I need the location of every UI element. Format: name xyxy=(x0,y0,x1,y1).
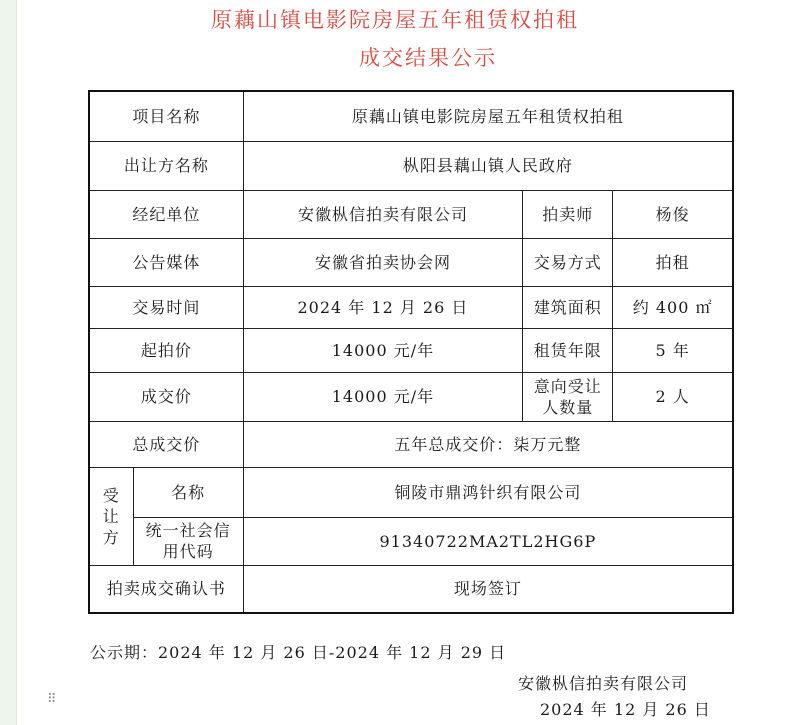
trade-time-value: 2024 年 12 月 26 日 xyxy=(243,286,522,328)
start-price-label: 起拍价 xyxy=(89,328,243,372)
table-row xyxy=(89,141,733,190)
deal-price-value: 14000 元/年 xyxy=(243,372,522,421)
transferee-label xyxy=(89,467,133,565)
confirmation-value: 现场签订 xyxy=(243,565,733,613)
title-line-1: 原藕山镇电影院房屋五年租赁权拍租 xyxy=(211,8,579,32)
footer-company: 安徽枞信拍卖有限公司 xyxy=(518,674,689,693)
total-price-label: 总成交价 xyxy=(89,421,243,467)
credit-code-label-line-1: 统一社会信 xyxy=(145,521,231,540)
transferee-name-label: 名称 xyxy=(133,467,243,517)
trade-method-label: 交易方式 xyxy=(523,238,613,286)
credit-code-label-line-2: 用代码 xyxy=(162,542,214,561)
area-label: 建筑面积 xyxy=(523,286,613,328)
title-line-2: 成交结果公示 xyxy=(359,46,497,70)
area-value: 约 400 ㎡ xyxy=(613,286,733,328)
project-name-value: 原藕山镇电影院房屋五年租赁权拍租 xyxy=(243,91,733,141)
deal-price-label: 成交价 xyxy=(89,372,243,421)
lease-term-label: 租赁年限 xyxy=(523,328,613,372)
intended-count-label-line-1: 意向受让 xyxy=(533,376,602,396)
media-value: 安徽省拍卖协会网 xyxy=(243,238,522,286)
trade-method-value: 拍租 xyxy=(613,238,733,286)
table-row xyxy=(89,238,733,286)
transferee-label-char: 让 xyxy=(102,506,120,526)
intended-count-label xyxy=(523,372,613,421)
start-price-value: 14000 元/年 xyxy=(243,328,522,372)
transferor-label: 出让方名称 xyxy=(89,141,243,190)
table-row xyxy=(89,421,733,467)
agency-label: 经纪单位 xyxy=(89,190,243,238)
table-row xyxy=(89,467,733,517)
result-table xyxy=(88,90,734,614)
agency-value: 安徽枞信拍卖有限公司 xyxy=(243,190,522,238)
table-row xyxy=(89,190,733,238)
media-label: 公告媒体 xyxy=(89,238,243,286)
table-row xyxy=(89,91,733,141)
confirmation-label: 拍卖成交确认书 xyxy=(89,565,243,613)
table-row xyxy=(89,328,733,372)
credit-code-label xyxy=(133,517,243,565)
auctioneer-label: 拍卖师 xyxy=(523,190,613,238)
left-margin-rail xyxy=(0,0,17,725)
drag-handle-icon[interactable]: ⠿ xyxy=(47,692,56,707)
intended-count-label-line-2: 人数量 xyxy=(542,397,594,417)
transferee-name-value: 铜陵市鼎鸿针织有限公司 xyxy=(243,467,733,517)
table-row xyxy=(89,286,733,328)
auctioneer-value: 杨俊 xyxy=(613,190,733,238)
transferee-label-char: 方 xyxy=(102,527,120,547)
footer-date: 2024 年 12 月 26 日 xyxy=(540,700,711,719)
transferee-label-char: 受 xyxy=(102,485,120,505)
lease-term-value: 5 年 xyxy=(613,328,733,372)
table-row xyxy=(89,372,733,421)
credit-code-value: 91340722MA2TL2HG6P xyxy=(243,517,733,565)
transferor-value: 枞阳县藕山镇人民政府 xyxy=(243,141,733,190)
table-row xyxy=(89,565,733,613)
trade-time-label: 交易时间 xyxy=(89,286,243,328)
table-row xyxy=(89,517,733,565)
project-name-label: 项目名称 xyxy=(89,91,243,141)
intended-count-value: 2 人 xyxy=(613,372,733,421)
total-price-value: 五年总成交价：柒万元整 xyxy=(243,421,733,467)
publicity-period: 公示期：2024 年 12 月 26 日-2024 年 12 月 29 日 xyxy=(90,643,507,662)
